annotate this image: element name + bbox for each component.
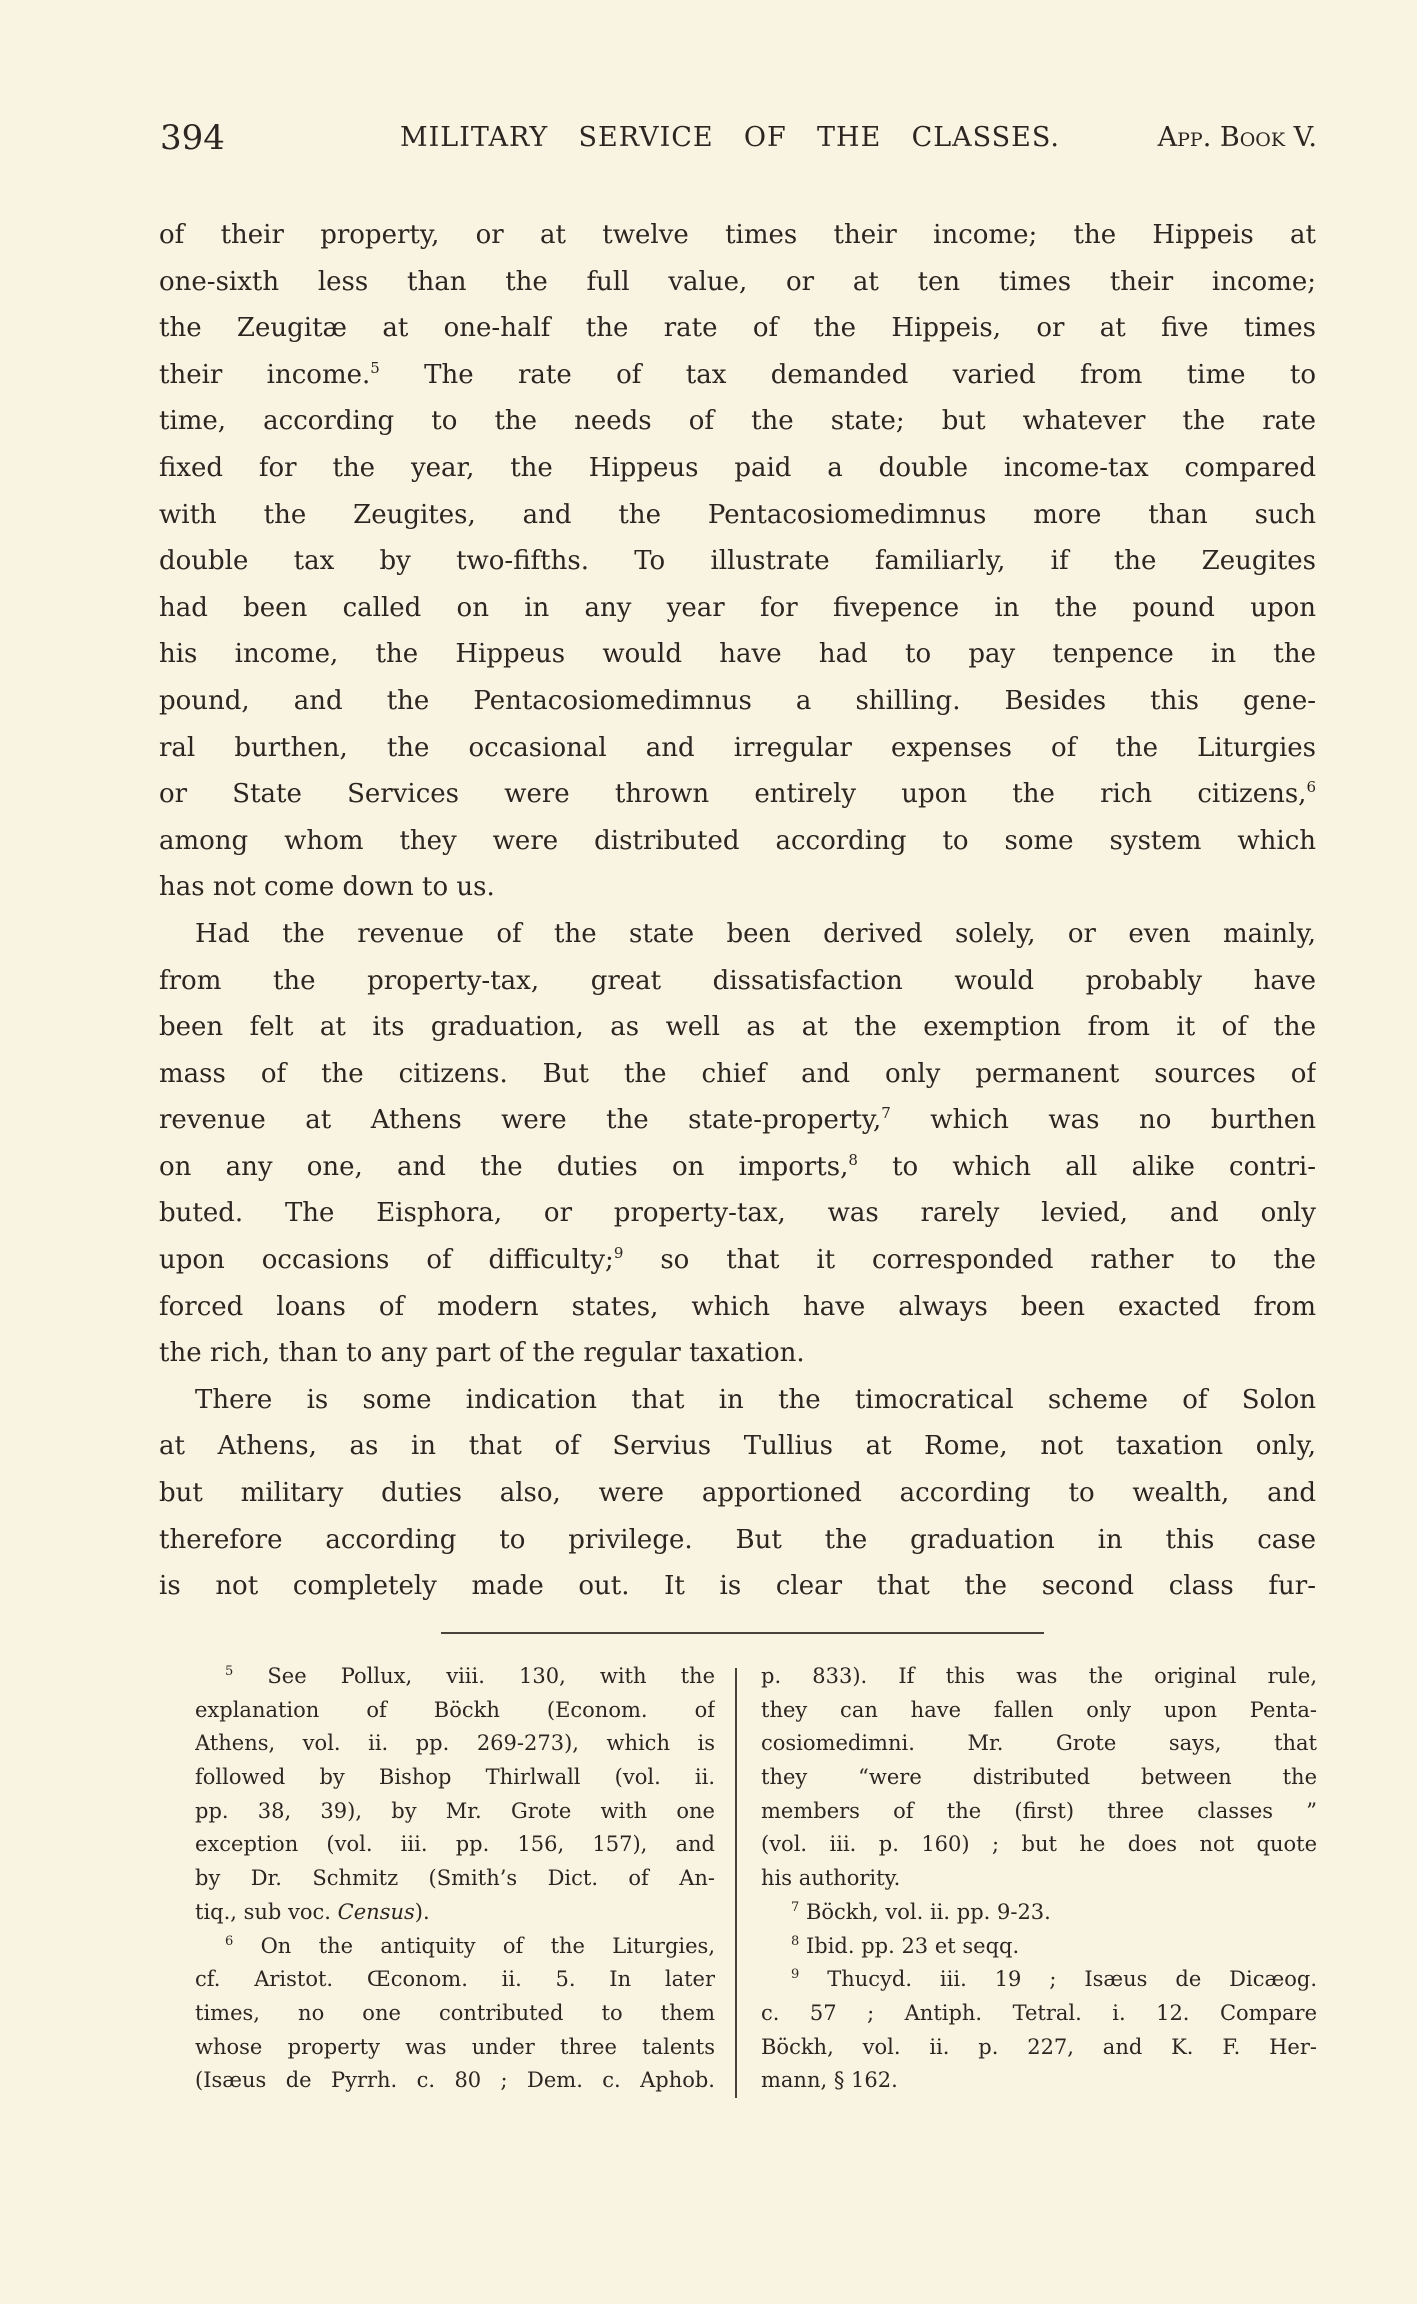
footnote-line xyxy=(761,1828,1317,1862)
text-segment: at Athens, as in that of Servius Tullius at Rome, not taxation only, xyxy=(159,1431,1316,1462)
footnote-reference: 5 xyxy=(225,1664,234,1679)
text-line xyxy=(159,864,1316,911)
text-segment: times, no one contributed to them xyxy=(195,2000,715,2025)
text-line xyxy=(159,911,1316,958)
text-line xyxy=(159,1144,1316,1191)
footnote-reference: 8 xyxy=(791,1933,800,1949)
text-segment: upon occasions of difficulty; xyxy=(159,1245,614,1276)
footnote-line xyxy=(195,1660,715,1694)
page-number: 394 xyxy=(160,118,225,158)
text-segment: mass of the citizens. But the chief and only permanent sources of xyxy=(159,1058,1316,1089)
text-segment: Had the revenue of the state been derived solely, or even mainly, xyxy=(195,918,1316,949)
footnote-line xyxy=(761,1997,1317,2031)
text-line xyxy=(159,585,1316,632)
footnote-line xyxy=(195,1694,715,1728)
text-segment: cf. Aristot. Œconom. ii. 5. In later xyxy=(195,1967,715,1992)
footnote-reference: 7 xyxy=(791,1899,800,1915)
text-segment: Thucyd. iii. 19 ; Isæus de Dicæog. xyxy=(799,1967,1317,1992)
footnote-reference: 9 xyxy=(613,1244,624,1263)
text-segment: ). xyxy=(414,1899,430,1924)
footnote-line xyxy=(195,1896,715,1930)
footnote-line xyxy=(195,1862,715,1896)
text-segment: (vol. iii. p. 160) ; but he does not quote xyxy=(761,1832,1317,1857)
text-line xyxy=(159,305,1316,352)
text-line xyxy=(159,1563,1316,1610)
footnote-reference: 6 xyxy=(225,1933,234,1949)
footnote-line xyxy=(761,1727,1317,1761)
footnote-line xyxy=(195,1795,715,1829)
footnote-column-divider xyxy=(735,1668,737,2098)
text-segment: whose property was under three talents xyxy=(195,2034,715,2059)
footnote-line xyxy=(195,1930,715,1964)
footnote-line xyxy=(761,1862,1317,1896)
footnote-reference: 5 xyxy=(370,358,380,377)
text-segment: (Isæus de Pyrrh. c. 80 ; Dem. c. Aphob. xyxy=(195,2068,715,2093)
text-line xyxy=(159,958,1316,1005)
text-line xyxy=(159,1377,1316,1424)
text-line xyxy=(159,1190,1316,1237)
text-segment: members of the (first) three classes ” xyxy=(761,1798,1317,1823)
text-line xyxy=(159,1237,1316,1284)
text-segment: by Dr. Schmitz (Smith’s Dict. of An- xyxy=(195,1866,715,1891)
text-segment: been felt at its graduation, as well as at the exemption from it of the xyxy=(159,1012,1316,1043)
text-segment: the rich, than to any part of the regular taxation. xyxy=(159,1338,805,1369)
footnote-reference: 7 xyxy=(881,1104,891,1123)
text-line xyxy=(159,725,1316,772)
text-line xyxy=(159,678,1316,725)
text-segment: one-sixth less than the full value, or at ten times their income; xyxy=(159,266,1316,297)
text-segment: time, according to the needs of the state; but whatever the rate xyxy=(159,406,1316,437)
text-segment: forced loans of modern states, which have always been exacted from xyxy=(159,1291,1316,1322)
text-segment: is not completely made out. It is clear that the second class fur- xyxy=(159,1571,1316,1602)
footnote-reference: 8 xyxy=(848,1150,858,1169)
footnote-line xyxy=(195,1997,715,2031)
text-segment: exception (vol. iii. pp. 156, 157), and xyxy=(195,1832,715,1857)
running-title: MILITARY SERVICE OF THE CLASSES. xyxy=(400,122,1060,153)
text-segment: they “were distributed between the xyxy=(761,1765,1317,1790)
text-segment: Böckh, vol. ii. pp. 9-23. xyxy=(799,1899,1051,1924)
text-segment: Athens, vol. ii. pp. 269-273), which is xyxy=(195,1731,715,1756)
text-segment: their income. xyxy=(159,359,371,390)
text-segment: has not come down to us. xyxy=(159,872,495,903)
text-segment: revenue at Athens were the state-property, xyxy=(159,1105,882,1136)
footnotes-right-column xyxy=(761,1660,1317,2098)
text-segment: The rate of tax demanded varied from time to xyxy=(379,359,1316,390)
text-segment: the Zeugitæ at one-half the rate of the Hippeis, or at five times xyxy=(159,313,1316,344)
footnote-line xyxy=(761,1795,1317,1829)
text-segment: among whom they were distributed according to some system which xyxy=(159,825,1316,856)
text-line xyxy=(159,259,1316,306)
text-line xyxy=(159,1517,1316,1564)
text-segment: on any one, and the duties on imports, xyxy=(159,1151,849,1182)
text-segment: p. 833). If this was the original rule, xyxy=(761,1664,1317,1688)
text-segment: Ibid. pp. 23 et seqq. xyxy=(799,1933,1020,1958)
text-segment: which was no burthen xyxy=(890,1105,1316,1136)
text-line xyxy=(159,1051,1316,1098)
text-line xyxy=(159,445,1316,492)
text-line xyxy=(159,818,1316,865)
footnote-line xyxy=(761,2031,1317,2065)
footnote-reference: 6 xyxy=(1306,778,1316,797)
text-line xyxy=(159,1284,1316,1331)
text-segment: explanation of Böckh (Econom. of xyxy=(195,1697,715,1722)
footnote-line xyxy=(195,2031,715,2065)
footnote-line xyxy=(761,1761,1317,1795)
footnote-line xyxy=(761,1660,1317,1694)
footnote-reference: 9 xyxy=(791,1967,800,1983)
text-segment: pp. 38, 39), by Mr. Grote with one xyxy=(195,1798,715,1823)
footnote-line xyxy=(761,2064,1317,2098)
footnote-line xyxy=(195,1963,715,1997)
footnote-line xyxy=(761,1930,1317,1964)
text-segment: cosiomedimni. Mr. Grote says, that xyxy=(761,1731,1317,1756)
text-line xyxy=(159,538,1316,585)
footnote-line xyxy=(195,1828,715,1862)
section-label: App. Book V. xyxy=(1157,122,1317,153)
text-segment: or State Services were thrown entirely upon the rich citizens, xyxy=(159,779,1307,810)
text-segment: of their property, or at twelve times their income; the Hippeis at xyxy=(159,220,1316,250)
text-segment: from the property-tax, great dissatisfaction would probably have xyxy=(159,965,1316,996)
text-segment: tiq., sub voc. xyxy=(195,1899,338,1924)
text-segment: On the antiquity of the Liturgies, xyxy=(233,1933,715,1958)
text-segment: There is some indication that in the timocratical scheme of Solon xyxy=(195,1384,1316,1415)
text-line xyxy=(159,1330,1316,1377)
text-line xyxy=(159,1470,1316,1517)
text-segment: so that it corresponded rather to the xyxy=(623,1245,1316,1276)
body-text xyxy=(159,212,1316,1610)
text-segment: but military duties also, were apportioned according to wealth, and xyxy=(159,1478,1316,1509)
footnotes-left-column xyxy=(195,1660,715,2098)
text-segment: they can have fallen only upon Penta- xyxy=(761,1697,1317,1722)
footnote-line xyxy=(761,1694,1317,1728)
text-segment: had been called on in any year for fivepence in the pound upon xyxy=(159,592,1316,623)
footnote-line xyxy=(761,1896,1317,1930)
text-segment: therefore according to privilege. But the graduation in this case xyxy=(159,1524,1316,1555)
text-line xyxy=(159,631,1316,678)
text-segment: double tax by two-fifths. To illustrate familiarly, if the Zeugites xyxy=(159,546,1316,577)
text-segment: fixed for the year, the Hippeus paid a double income-tax compared xyxy=(159,452,1316,483)
text-segment: his authority. xyxy=(761,1866,901,1891)
italic-text: Census xyxy=(337,1899,415,1924)
text-segment: followed by Bishop Thirlwall (vol. ii. xyxy=(195,1765,715,1790)
text-segment: to which all alike contri- xyxy=(857,1151,1316,1182)
text-line xyxy=(159,398,1316,445)
text-line xyxy=(159,212,1316,259)
text-line xyxy=(159,771,1316,818)
footnote-line xyxy=(195,1761,715,1795)
text-segment: mann, § 162. xyxy=(761,2068,898,2093)
footnote-line xyxy=(761,1963,1317,1997)
text-segment: ral burthen, the occasional and irregular expenses of the Liturgies xyxy=(159,732,1316,763)
text-segment: Böckh, vol. ii. p. 227, and K. F. Her- xyxy=(761,2034,1317,2059)
text-segment: his income, the Hippeus would have had to pay tenpence in the xyxy=(159,639,1316,670)
text-line xyxy=(159,1097,1316,1144)
text-line xyxy=(159,1423,1316,1470)
text-segment: buted. The Eisphora, or property-tax, was rarely levied, and only xyxy=(159,1198,1316,1229)
footnote-rule xyxy=(441,1632,1044,1634)
text-line xyxy=(159,492,1316,539)
footnote-line xyxy=(195,1727,715,1761)
text-segment: c. 57 ; Antiph. Tetral. i. 12. Compare xyxy=(761,2000,1317,2025)
text-segment: pound, and the Pentacosiomedimnus a shilling. Besides this gene- xyxy=(159,685,1316,716)
text-segment: See Pollux, viii. 130, with the xyxy=(233,1664,715,1688)
footnote-line xyxy=(195,2064,715,2098)
text-line xyxy=(159,1004,1316,1051)
text-segment: with the Zeugites, and the Pentacosiomedimnus more than such xyxy=(159,499,1316,530)
text-line xyxy=(159,352,1316,399)
